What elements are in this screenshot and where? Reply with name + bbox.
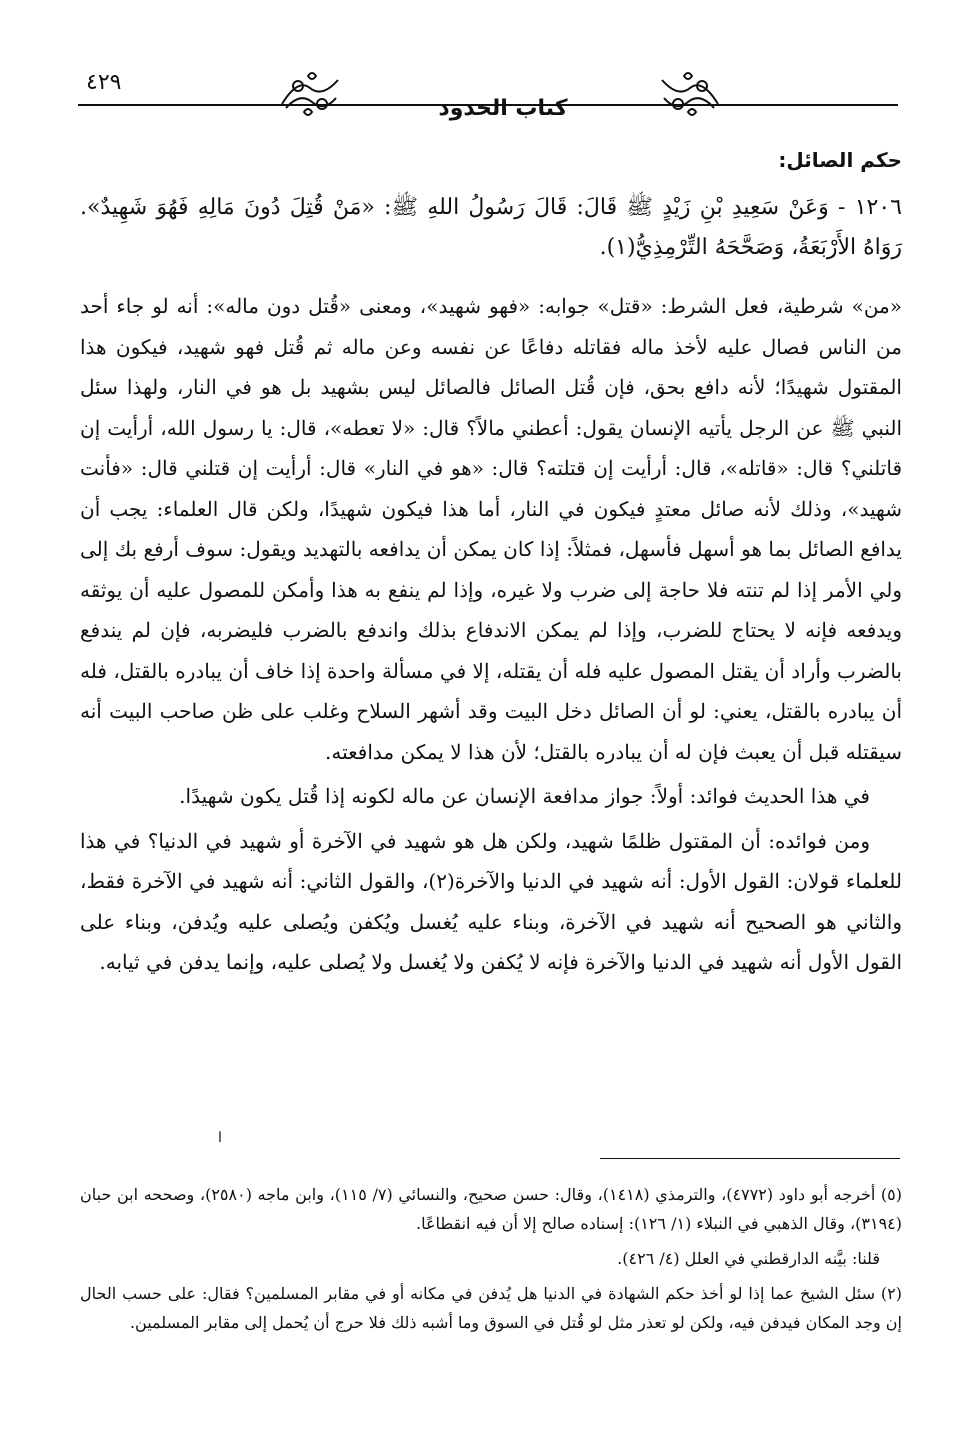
footnotes <box>80 1180 902 1343</box>
commentary-paragraph: ومن فوائده: أن المقتول ظلمًا شهيد، ولكن هل هو شهيد في الآخرة أو شهيد في الدنيا؟ في هذا للعلماء قولان: القول الأول: أنه شهيد في الدنيا والآخرة(٢)، والقول الثاني: أنه شهيد في الآخرة فقط، والثاني هو الصحيح أنه شهيد في الآخرة، وبناء عليه يُغسل ويُكفن ويُصلى عليه ويُدفن، وبناء على القول الأول أنه شهيد في الدنيا والآخرة فإنه لا يُكفن ولا يُغسل ولا يُصلى عليه، وإنما يدفن في ثيابه. <box>80 828 902 974</box>
page-header <box>78 64 898 134</box>
ornament-left-icon <box>278 68 342 118</box>
commentary-paragraph: في هذا الحديث فوائد: أولاً: جواز مدافعة الإنسان عن ماله لكونه إذا قُتل يكون شهيدًا. <box>179 784 870 808</box>
footnote-rule <box>600 1158 900 1159</box>
footnote: (٢) سئل الشيخ عما إذا لو أخذ حكم الشهادة في الدنيا هل يُدفن في مكانه أو في مقابر المسلمين؟ فقال: على حسب الحال إن وجد المكان فيدفن فيه، ولكن لو تعذر مثل لو قُتل في السوق وما أشبه ذلك فلا حرج أن يُحمل إلى مقابر المسلمين. <box>80 1284 902 1332</box>
page-number: ٤٢٩ <box>86 70 122 95</box>
section-heading: حكم الصائل: <box>778 148 902 172</box>
footnote: قلنا: بيَّنه الدارقطني في العلل (٤/ ٤٢٦). <box>617 1249 880 1268</box>
footnote: (٥) أخرجه أبو داود (٤٧٧٢)، والترمذي (١٤١٨)، وقال: حسن صحيح، والنسائي (٧/ ١١٥)، وابن ماجه (٢٥٨٠)، وصححه ابن حبان (٣١٩٤)، وقال الذهبي في النبلاء (١/ ١٢٦): إسناده صالح إلا أن فيه انقطاعًا. <box>80 1185 903 1233</box>
stray-mark: ا <box>218 1130 222 1146</box>
hadith-text: ١٢٠٦ - وَعَنْ سَعِيدِ بْنِ زَيْدٍ ﷺ قَالَ: قَالَ رَسُولُ اللهِ ﷺ: «مَنْ قُتِلَ دُونَ مَالِهِ فَهُوَ شَهِيدٌ». رَوَاهُ الأَرْبَعَةُ، وَصَحَّحَهُ التِّرْمِذِيُّ(١). <box>80 195 902 260</box>
commentary-paragraph: «من» شرطية، فعل الشرط: «قتل» جوابه: «فهو شهيد»، ومعنى «قُتل دون ماله»: أنه لو جاء أحد من الناس فصال عليه لأخذ ماله فقاتله دفاعًا عن نفسه وعن ماله ثم قُتل فهو شهيد، فيكون هذا المقتول شهيدًا؛ لأنه دافع بحق، فإن قُتل الصائل فالصائل ليس بشهيد بل هو في النار، ولهذا سئل النبي ﷺ عن الرجل يأتيه الإنسان يقول: أعطني مالاً؟ قال: «لا تعطه»، قال: يا رسول الله، أرأيت إن قاتلني؟ قال: «قاتله»، قال: أرأيت إن قتلته؟ قال: «هو في النار» قال: أرأيت إن قتلني قال: «فأنت شهيد»، وذلك لأنه صائل معتدٍ فيكون في النار، أما هذا فيكون شهيدًا، ولكن قال العلماء: يجب أن يدافع الصائل بما هو أسهل فأسهل، فمثلاً: إذا كان يمكن أن يدافعه بالتهديد ويقول: سوف أرفع بك إلى ولي الأمر إذا لم تنته فلا حاجة إلى ضرب ولا غيره، وإذا لم ينفع به هذا وأمكن للمصول عليه أن يوثقه ويدفعه فإنه لا يحتاج للضرب، وإذا لم يمكن الاندفاع بذلك واندفع بالضرب فليضربه، فإن لم يندفع بالضرب وأراد أن يقتل المصول عليه فله أن يقتله، إلا في مسألة واحدة إذا خاف أن يبادره بالقتل، فله أن يبادره بالقتل، يعني: لو أن الصائل دخل البيت وقد أشهر السلاح وغلب على ظن صاحب البيت أنه سيقتله قبل أن يعبث فإن له أن يبادره بالقتل؛ لأن هذا لا يمكن مدافعته. <box>80 294 903 764</box>
ornament-right-icon <box>658 68 722 118</box>
main-text <box>80 148 902 987</box>
book-title: كتاب الحدود <box>438 96 568 121</box>
